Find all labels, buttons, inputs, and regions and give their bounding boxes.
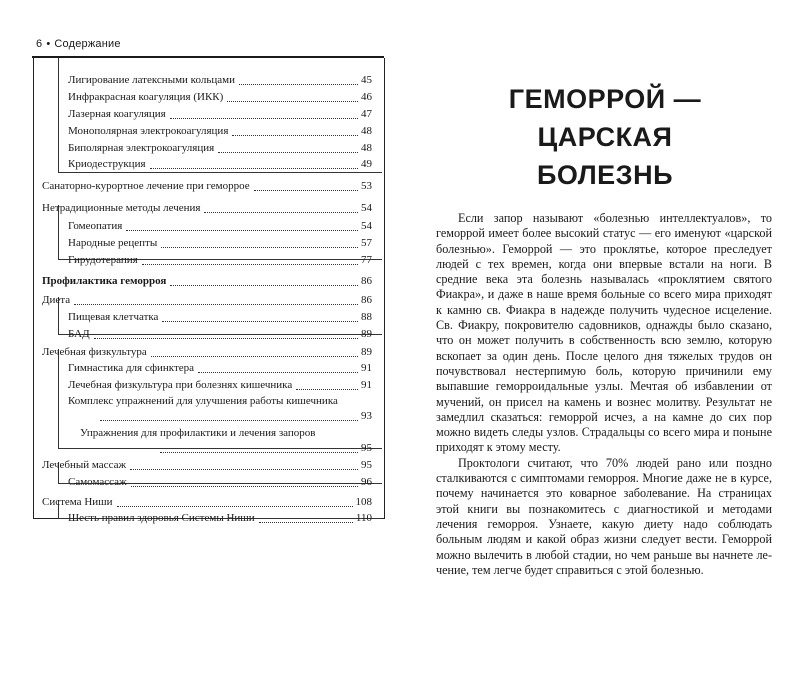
toc-entry: Шесть правил здоровья Системы Ниши 110 [68,512,372,524]
toc-entry: Криодеструкция 49 [68,158,372,170]
toc-entry: Народные рецепты 57 [68,237,372,249]
toc-entry: Профилактика геморроя 86 [42,275,372,287]
toc-entry: Биполярная электрокоагуляция 48 [68,142,372,154]
page-number: 6 [36,38,43,50]
toc-entry: Лечебный массаж 95 [42,459,372,471]
running-header [36,38,121,50]
toc-entry: Пищевая клетчатка 88 [68,311,372,323]
toc-entry: Монополярная электрокоагуляция 48 [68,125,372,137]
toc-entry: Диета 86 [42,294,372,306]
toc-entry: Лечебная физкультура 89 [42,346,372,358]
toc-entry: БАД 89 [68,328,372,340]
left-page-contents [0,0,392,675]
toc-entry: Лечебная физкультура при болезнях кишечника 91 [68,379,372,391]
toc-entry: Гирудотерапия 77 [68,254,372,266]
section-title: Содержание [54,38,121,50]
body-paragraph: Если запор называют «болезнью интеллектуалов», то геморрой имеет более высокий статус — его именуют «царской болезнью». Геморрой — это проклятье, которое преследует людей с тех времен, когда они впервые встали на ноги. В средние века эта болезнь называлась «проклятием святого Фиакра», и даже в наше время больные со всего мира приходят к камню св. Фиакра в надежде получить чудесное исцеление. Св. Фиакру, покровителю садовников, однажды было сказано, что он может получить в собственность всю землю, которую вскопает за один день. После целого дня тяжелых трудов он почувствовал нестерпимую боль, которую причинили ему выпавшие геморроидальные узлы. Мечтая об избавлении от мучений, он присел на камень и вознес молитву. Результат не замедлил сказаться: геморрой исчез, а на камне до сих пор можно видеть следы узлов. Страдальцы со всего мира и поныне приходят к этому месту. [436,211,772,455]
toc-entry: Самомассаж 96 [68,476,372,488]
toc-entry-page-row: 95 [160,442,372,455]
toc-entry: Санаторно-курортное лечение при геморрое 53 [42,180,372,192]
toc-entry: Система Ниши 108 [42,496,372,508]
toc-entry: Инфракрасная коагуляция (ИКК) 46 [68,91,372,103]
toc-entry-page-row: 93 [100,410,372,423]
toc-entry: Гомеопатия 54 [68,220,372,232]
chapter-title-line-2: БОЛЕЗНЬ [536,160,673,190]
toc-entry: Нетрадиционные методы лечения 54 [42,202,372,214]
toc-entry: Комплекс упражнений для улучшения работы кишечника [68,395,338,407]
chapter-body [436,211,772,578]
toc-entry: Гимнастика для сфинктера 91 [68,362,372,374]
toc-entry: Упражнения для профилактики и лечения запоров [80,427,316,439]
toc-entry: Лазерная коагуляция 47 [68,108,372,120]
header-bullet: • [46,38,51,50]
toc-entry: Лигирование латексными кольцами 45 [68,74,372,86]
right-page-chapter [400,0,800,675]
body-paragraph: Проктологи считают, что 70% людей рано или поздно сталкиваются с симптомами геморроя. Многие даже не в курсе, почему начинается это коварное заболевание. На страницах этой книги вы познакомитесь с диагностикой и методами лечения геморроя. Узнаете, какую диету надо соблюдать больным людям и какой образ жизни следует вести. Геморрой можно вылечить в любой стадии, но чем раньше вы начнете лечение, тем легче будет справиться с этой болезнью. [436,455,772,577]
chapter-title [440,80,770,194]
chapter-title-line-1: ГЕМОРРОЙ — ЦАРСКАЯ [508,84,702,152]
